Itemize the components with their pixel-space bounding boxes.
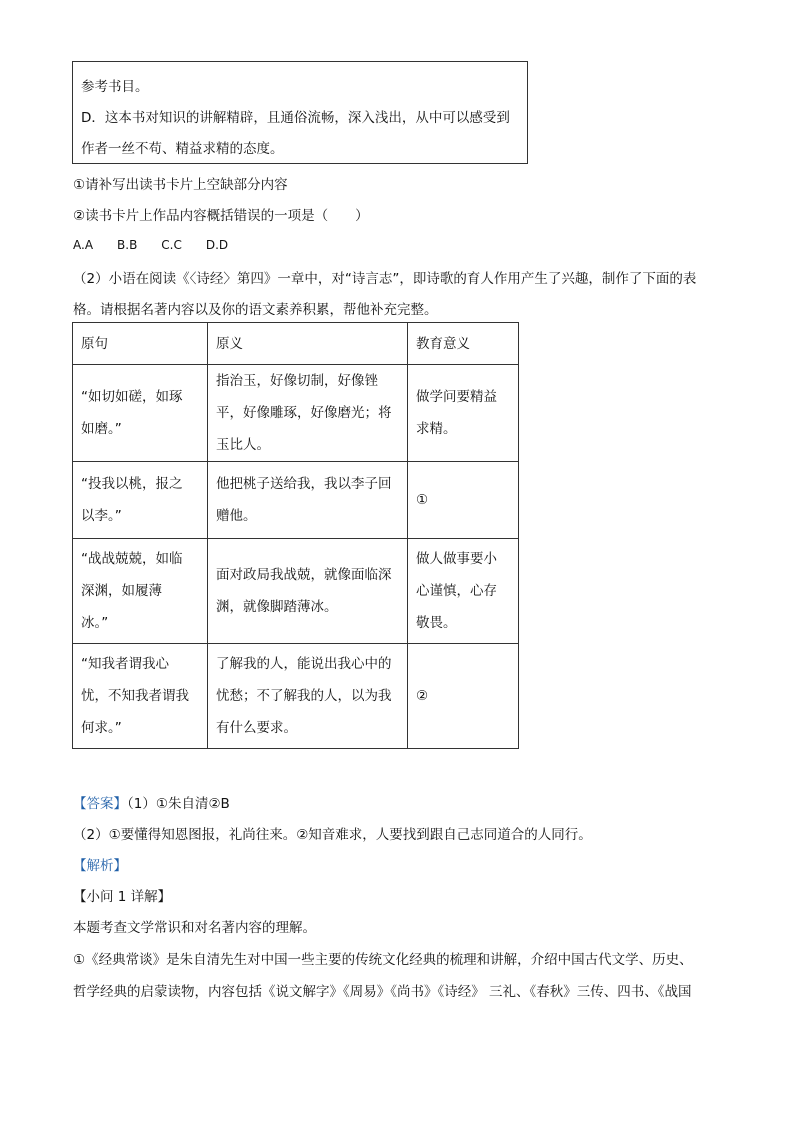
- question-1: ①请补写出读书卡片上空缺部分内容: [73, 177, 288, 193]
- cell-line: “知我者谓我心: [81, 656, 169, 672]
- table-row: [73, 539, 519, 644]
- cell-line: ①: [416, 492, 429, 508]
- reading-card-box: [72, 61, 528, 164]
- table-row: [73, 644, 519, 749]
- cell-line: “投我以桃，报之: [81, 476, 183, 492]
- analysis-line-2: ①《经典常谈》是朱自清先生对中国一些主要的传统文化经典的梳理和讲解，介绍中国古代文学、历史、: [73, 952, 693, 968]
- cell-line: 忧愁；不了解我的人，以为我: [216, 688, 392, 704]
- header-cell: 原句: [73, 323, 208, 365]
- table-cell: [73, 539, 208, 644]
- analysis-tag: 【解析】: [73, 858, 127, 874]
- cell-line: 指治玉，好像切制，好像锉: [216, 373, 378, 389]
- analysis-line-3: 哲学经典的启蒙读物，内容包括《说文解字》《周易》《尚书》《诗经》 三礼、《春秋》三传、四书、《战国: [73, 984, 692, 1000]
- header-cell: 原义: [208, 323, 408, 365]
- answer-tag: 【答案】: [73, 796, 127, 812]
- card-line-1: 参考书目。: [81, 79, 149, 95]
- table-cell: [208, 644, 408, 749]
- header-cell: 教育意义: [408, 323, 519, 365]
- table-cell: [73, 462, 208, 539]
- table-row: [73, 365, 519, 462]
- cell-line: 深渊，如履薄: [81, 583, 162, 599]
- table-cell: [73, 644, 208, 749]
- table-cell: [208, 365, 408, 462]
- part2-line-1: （2）小语在阅读《〈诗经〉第四》一章中，对“诗言志”，即诗歌的育人作用产生了兴趣，制作了下面的表: [73, 271, 697, 287]
- cell-line: “战战兢兢，如临: [81, 551, 183, 567]
- table-cell: [73, 365, 208, 462]
- cell-line: 如磨。”: [81, 421, 122, 437]
- analysis-subheading: 【小问 1 详解】: [73, 889, 172, 905]
- table-cell: [208, 462, 408, 539]
- cell-line: 以李。”: [81, 508, 122, 524]
- cell-line: 求精。: [416, 421, 457, 437]
- cell-line: 敬畏。: [416, 615, 457, 631]
- answer-part-1: （1）①朱自清②B: [127, 796, 230, 812]
- poetry-table: [72, 322, 519, 749]
- cell-line: 他把桃子送给我，我以李子回: [216, 476, 392, 492]
- part2-line-2: 格。请根据名著内容以及你的语文素养积累，帮他补充完整。: [73, 302, 438, 318]
- table-cell: [208, 539, 408, 644]
- cell-line: 了解我的人，能说出我心中的: [216, 656, 392, 672]
- card-line-2: D．这本书对知识的讲解精辟，且通俗流畅，深入浅出，从中可以感受到: [81, 110, 510, 126]
- cell-line: 心谨慎，心存: [416, 583, 497, 599]
- cell-line: 忧，不知我者谓我: [81, 688, 189, 704]
- card-line-3: 作者一丝不苟、精益求精的态度。: [81, 141, 284, 157]
- cell-line: 面对政局我战兢，就像面临深: [216, 567, 392, 583]
- cell-line: ②: [416, 688, 429, 704]
- cell-line: 玉比人。: [216, 437, 270, 453]
- table-cell: [408, 365, 519, 462]
- table-cell: [408, 462, 519, 539]
- cell-line: 赠他。: [216, 508, 257, 524]
- answer-options: A.A B.B C.C D.D: [73, 238, 229, 252]
- cell-line: 平，好像雕琢，好像磨光；将: [216, 405, 392, 421]
- cell-line: 有什么要求。: [216, 720, 297, 736]
- cell-line: 冰。”: [81, 615, 109, 631]
- table-row: [73, 462, 519, 539]
- cell-line: 做人做事要小: [416, 551, 497, 567]
- question-2: ②读书卡片上作品内容概括错误的一项是（ ）: [73, 208, 369, 224]
- cell-line: “如切如磋，如琢: [81, 389, 183, 405]
- answer-line-1: [73, 792, 230, 812]
- table-header-row: [73, 323, 519, 365]
- answer-part-2: （2）①要懂得知恩图报，礼尚往来。②知音难求，人要找到跟自己志同道合的人同行。: [73, 827, 592, 843]
- table-cell: [408, 644, 519, 749]
- cell-line: 何求。”: [81, 720, 122, 736]
- cell-line: 做学问要精益: [416, 389, 497, 405]
- cell-line: 渊，就像脚踏薄冰。: [216, 599, 338, 615]
- analysis-line-1: 本题考查文学常识和对名著内容的理解。: [73, 920, 316, 936]
- table-cell: [408, 539, 519, 644]
